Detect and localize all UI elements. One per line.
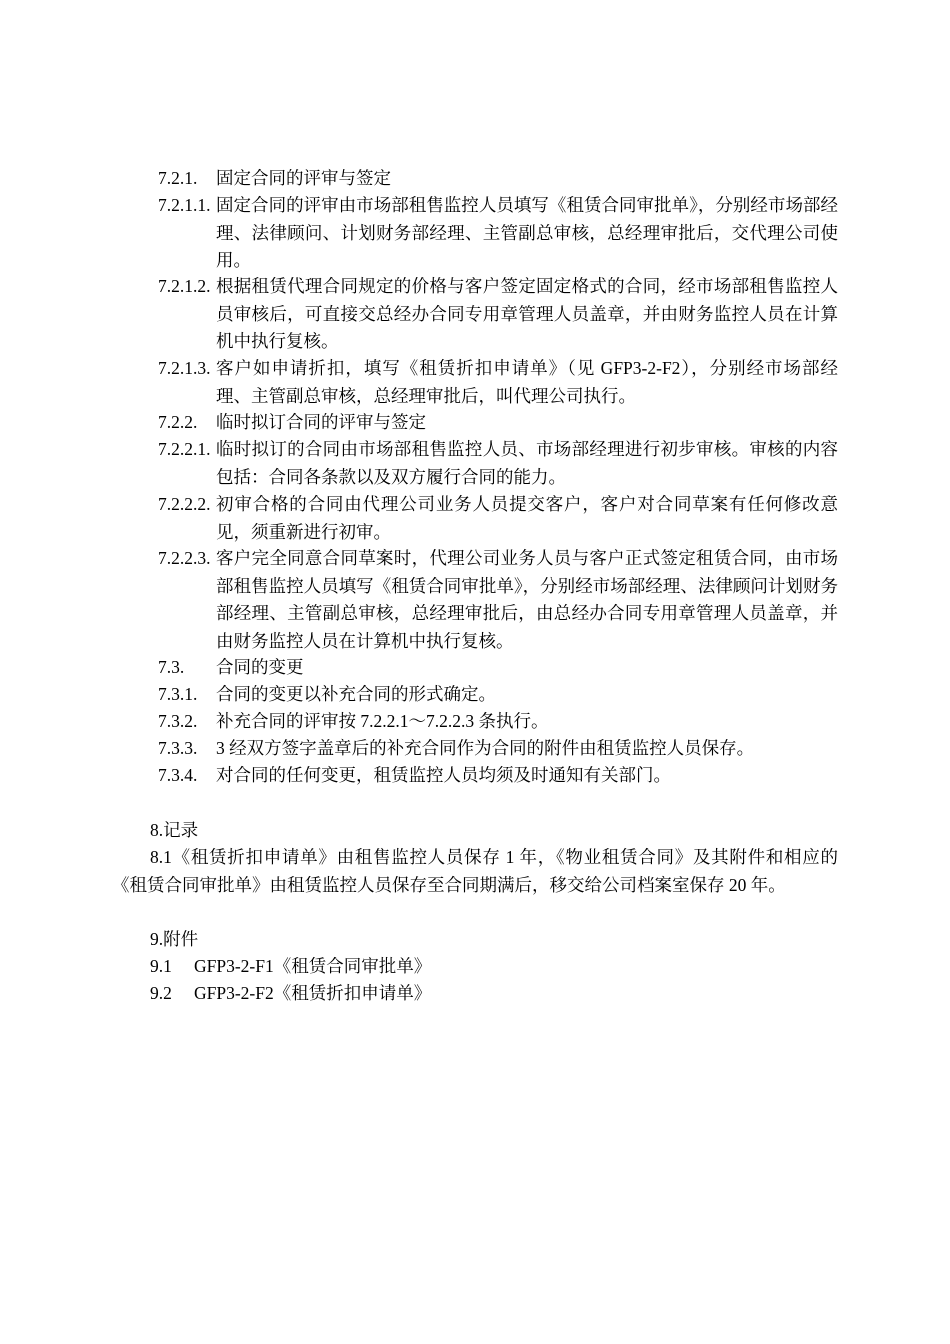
- clause-text: 固定合同的评审与签定: [216, 168, 391, 188]
- clause-text: 临时拟订合同的评审与签定: [216, 412, 426, 432]
- clause-number: 7.3.1.: [158, 684, 198, 704]
- clause-7-2-2-1: [158, 436, 838, 491]
- clause-number: 7.2.2.3.: [158, 548, 211, 568]
- clause-text: 客户如申请折扣，填写《租赁折扣申请单》（见 GFP3-2-F2），分别经市场部经理、主管副总审核，总经理审批后，叫代理公司执行。: [216, 358, 838, 406]
- clause-7-3-1: [158, 681, 838, 709]
- clause-number: 7.2.1.2.: [158, 276, 211, 296]
- attachment-item: [150, 980, 431, 1008]
- clause-7-3-4: [158, 762, 838, 790]
- clause-number: 7.2.2.: [158, 412, 198, 432]
- clause-text: 固定合同的评审由市场部租售监控人员填写《租赁合同审批单》，分别经市场部经理、法律顾问、计划财务部经理、主管副总审核，总经理审批后，交代理公司使用。: [216, 195, 838, 270]
- clause-7-3: [158, 654, 838, 682]
- clause-7-2-2-3: [158, 545, 838, 655]
- section-9-title: 9.附件: [150, 929, 199, 949]
- clause-text: 临时拟订的合同由市场部租售监控人员、市场部经理进行初步审核。审核的内容包括：合同各条款以及双方履行合同的能力。: [216, 439, 838, 487]
- clause-text: 初审合格的合同由代理公司业务人员提交客户，客户对合同草案有任何修改意见，须重新进行初审。: [216, 494, 838, 542]
- attachment-number: 9.1: [150, 956, 172, 976]
- clause-number: 7.3.3.: [158, 738, 198, 758]
- clause-7-3-3: [158, 735, 838, 763]
- clause-number: 7.2.1.3.: [158, 358, 211, 378]
- clause-text: 根据租赁代理合同规定的价格与客户签定固定格式的合同，经市场部租售监控人员审核后，可直接交总经办合同专用章管理人员盖章，并由财务监控人员在计算机中执行复核。: [216, 276, 838, 351]
- clause-number: 7.3.4.: [158, 765, 198, 785]
- attachment-item: [150, 953, 431, 981]
- clause-7-2-1-2: [158, 273, 838, 356]
- clause-number: 7.3.2.: [158, 711, 198, 731]
- clause-7-2-1: [158, 165, 838, 193]
- clause-number: 7.2.1.1.: [158, 195, 211, 215]
- clause-text: 合同的变更以补充合同的形式确定。: [216, 684, 496, 704]
- section-8-title: 8.记录: [150, 820, 199, 840]
- clause-7-3-2: [158, 708, 838, 736]
- clause-text: 补充合同的评审按 7.2.2.1～7.2.2.3 条执行。: [216, 711, 549, 731]
- clause-text: 合同的变更: [216, 657, 304, 677]
- clause-number: 7.2.2.2.: [158, 494, 211, 514]
- attachment-number: 9.2: [150, 983, 172, 1003]
- section-8-paragraph: 8.1《租赁折扣申请单》由租售监控人员保存 1 年，《物业租赁合同》及其附件和相应的《租赁合同审批单》由租赁监控人员保存至合同期满后，移交给公司档案室保存 20 年。: [112, 847, 838, 895]
- clause-text: 对合同的任何变更，租赁监控人员均须及时通知有关部门。: [216, 765, 671, 785]
- clause-text: 客户完全同意合同草案时，代理公司业务人员与客户正式签定租赁合同，由市场部租售监控人员填写《租赁合同审批单》，分别经市场部经理、法律顾问计划财务部经理、主管副总审核，总经理审批后，由总经办合同专用章管理人员盖章，并由财务监控人员在计算机中执行复核。: [216, 548, 838, 651]
- clause-text: 3 经双方签字盖章后的补充合同作为合同的附件由租赁监控人员保存。: [216, 738, 755, 758]
- clause-number: 7.2.1.: [158, 168, 198, 188]
- clause-7-2-2-2: [158, 491, 838, 546]
- attachment-text: GFP3-2-F2《租赁折扣申请单》: [194, 983, 432, 1003]
- clause-7-2-2: [158, 409, 838, 437]
- clause-7-2-1-3: [158, 355, 838, 410]
- clause-number: 7.3.: [158, 657, 185, 677]
- clause-number: 7.2.2.1.: [158, 439, 211, 459]
- attachment-text: GFP3-2-F1《租赁合同审批单》: [194, 956, 432, 976]
- clause-7-2-1-1: [158, 192, 838, 275]
